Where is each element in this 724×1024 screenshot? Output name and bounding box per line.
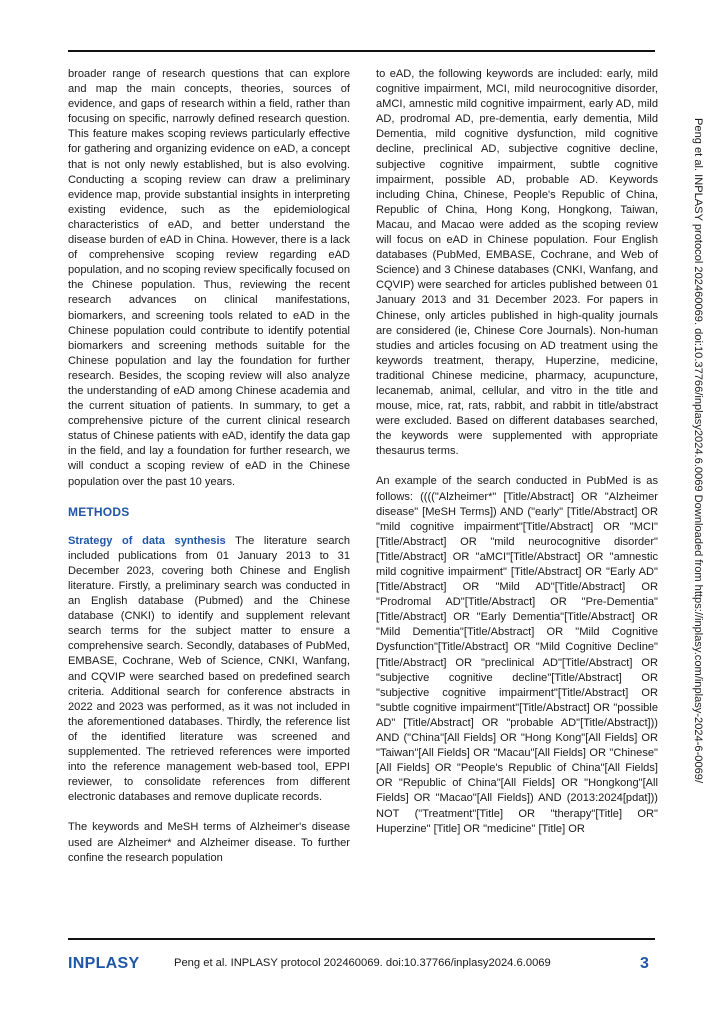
pubmed-search-paragraph: An example of the search conducted in PubMed is as follows: (((("Alzheimer*" [Title/Abstract] OR "Alzheimer disease" [MeSH Terms]) AND ("early" [Title/Abstract] OR "mild cognitive impairment"[Title/Abstract] OR "MCI" [Title/Abstract] OR "mild neurocognitive disorder"[Title/Abstract] OR "aMCI"[Title/Abstract] OR "amnestic mild cognitive impairment" [Title/Abstract] OR "Early AD"[Title/Abstract] OR "Mild AD"[Title/Abstract] OR "Prodromal AD"[Title/Abstract] OR "Pre-Dementia"[Title/Abstract] OR "Early Dementia"[Title/Abstract] OR "Mild Dementia"[Title/Abstract] OR "Mild Cognitive Dysfunction"[Title/Abstract] OR "Mild Cognitive Decline"[Title/Abstract] OR "preclinical AD"[Title/Abstract] OR "subjective cognitive decline"[Title/Abstract] OR "subjective cognitive impairment"[Title/Abstract] OR "subtle cognitive impairment"[Title/Abstract] OR "possible AD" [Title/Abstract] OR "probable AD"[Title/Abstract])) AND ("China"[All Fields] OR "Hong Kong"[All Fields] OR "Taiwan"[All Fields] OR "Macau"[All Fields] OR "Chinese"[All Fields] OR "People's Republic of China"[All Fields] OR "Republic of China"[All Fields] OR "Hongkong"[All Fields] OR "Macao"[All Fields]) AND (2013:2024[pdat])) NOT ("Treatment"[Title] OR "therapy"[Title] OR" Huperzine" [Title] OR "medicine" [Title] OR (376, 475, 658, 835)
keywords-continued-paragraph: to eAD, the following keywords are included: early, mild cognitive impairment, MCI, mild neurocognitive disorder, aMCI, amnestic mild cognitive impairment, early AD, mild AD, prodromal AD, pre-dementia, early dementia, Mild Dementia, mild cognitive dysfunction, mild cognitive decline, preclinical AD, subjective cognitive decline, subjective cognitive impairment, subtle cognitive impairment, possible AD, probable AD. Keywords including China, Chinese, People's Republic of China, Republic of China, Hong Kong, Hongkong, Taiwan, Macau, and Macao were added as the scoping review will focus on eAD in Chinese population. Four English databases (PubMed, EMBASE, Cochrane, and Web of Science) and 3 Chinese databases (CNKI, Wanfang, and CQVIP) were searched for articles published between 01 January 2013 and 31 December 2023. For papers in Chinese, only articles published in high-quality journals are considered (ie, Chinese Core Journals). Non-human studies and articles focusing on AD treatment using the keywords treatment, therapy, Huperzine, medicine, traditional Chinese medicine, pharmacy, acupuncture, lecanemab, animal, cellular, and vitro in the title and mouse, mice, rat, rats, rabbit, and rabbit in title/abstract were excluded. Based on different databases searched, the keywords were supplemented with appropriate thesaurus terms. (376, 68, 658, 458)
footer-rule (68, 938, 655, 940)
side-download-note: Peng et al. INPLASY protocol 202460069. doi:10.37766/inplasy2024.6.0069 Downloaded from https://inplasy.com/inplasy-2024-6-0069/ (692, 118, 704, 784)
right-column (376, 67, 658, 852)
keywords-paragraph: The keywords and MeSH terms of Alzheimer's disease used are Alzheimer* and Alzheimer disease. To further confine the research population (68, 821, 350, 864)
header-rule (68, 50, 655, 52)
footer-brand-logo: INPLASY (68, 955, 140, 972)
intro-paragraph: broader range of research questions that can explore and map the main concepts, theories, sources of evidence, and gaps of research within a field, rather than focusing on specific, narrowly defined research question. This feature makes scoping reviews particularly effective for gathering and organizing evidence on eAD, a concept that is not only newly established, but is also evolving. Conducting a scoping review can draw a preliminary evidence map, provide substantial insights in interpreting existing evidence, such as the epidemiological characteristics of eAD, and better understand the disease burden of eAD in China. However, there is a lack of comprehensive scoping review regarding eAD population, and no scoping review specifically focused on the Chinese population. Thus, reviewing the recent research advances on clinical manifestations, biomarkers, and screening tools related to eAD in the Chinese population could contribute to identify potential biomarkers and screening methods suitable for the Chinese population and lay the foundation for further research. Besides, the scoping review will also analyze the understanding of eAD among Chinese academia and the current situation of patients. In summary, to get a comprehensive picture of the current clinical research status of Chinese patients with eAD, identify the data gap in the field, and lay a foundation for further research, we will conduct a scoping review of eAD in the Chinese population over the past 10 years. (68, 68, 350, 488)
strategy-text: The literature search included publications from 01 January 2013 to 31 December 2023, covering both Chinese and English literature. Firstly, a preliminary search was conducted in an English database (Pubmed) and the Chinese database (CNKI) to identify and supplement relevant search terms for the subject matter to ensure a comprehensive search. Secondly, databases of PubMed, EMBASE, Cochrane, Web of Science, CNKI, Wanfang, and CQVIP were searched based on predefined search criteria. Additional search for conference abstracts in 2022 and 2023 was performed, as it was not included in the aforementioned databases. Thirdly, the reference list of the identified literature was screened and supplemented. The retrieved references were imported into the reference management web-based tool, EPPI reviewer, to consolidate references from different electronic databases and remove duplicate records. (68, 534, 350, 804)
footer-citation: Peng et al. INPLASY protocol 202460069. doi:10.37766/inplasy2024.6.0069 (174, 957, 551, 969)
methods-heading: METHODS (68, 504, 130, 519)
strategy-subheading: Strategy of data synthesis (68, 534, 226, 547)
page-number: 3 (640, 955, 649, 972)
strategy-paragraph (68, 534, 350, 806)
left-column (68, 67, 350, 881)
